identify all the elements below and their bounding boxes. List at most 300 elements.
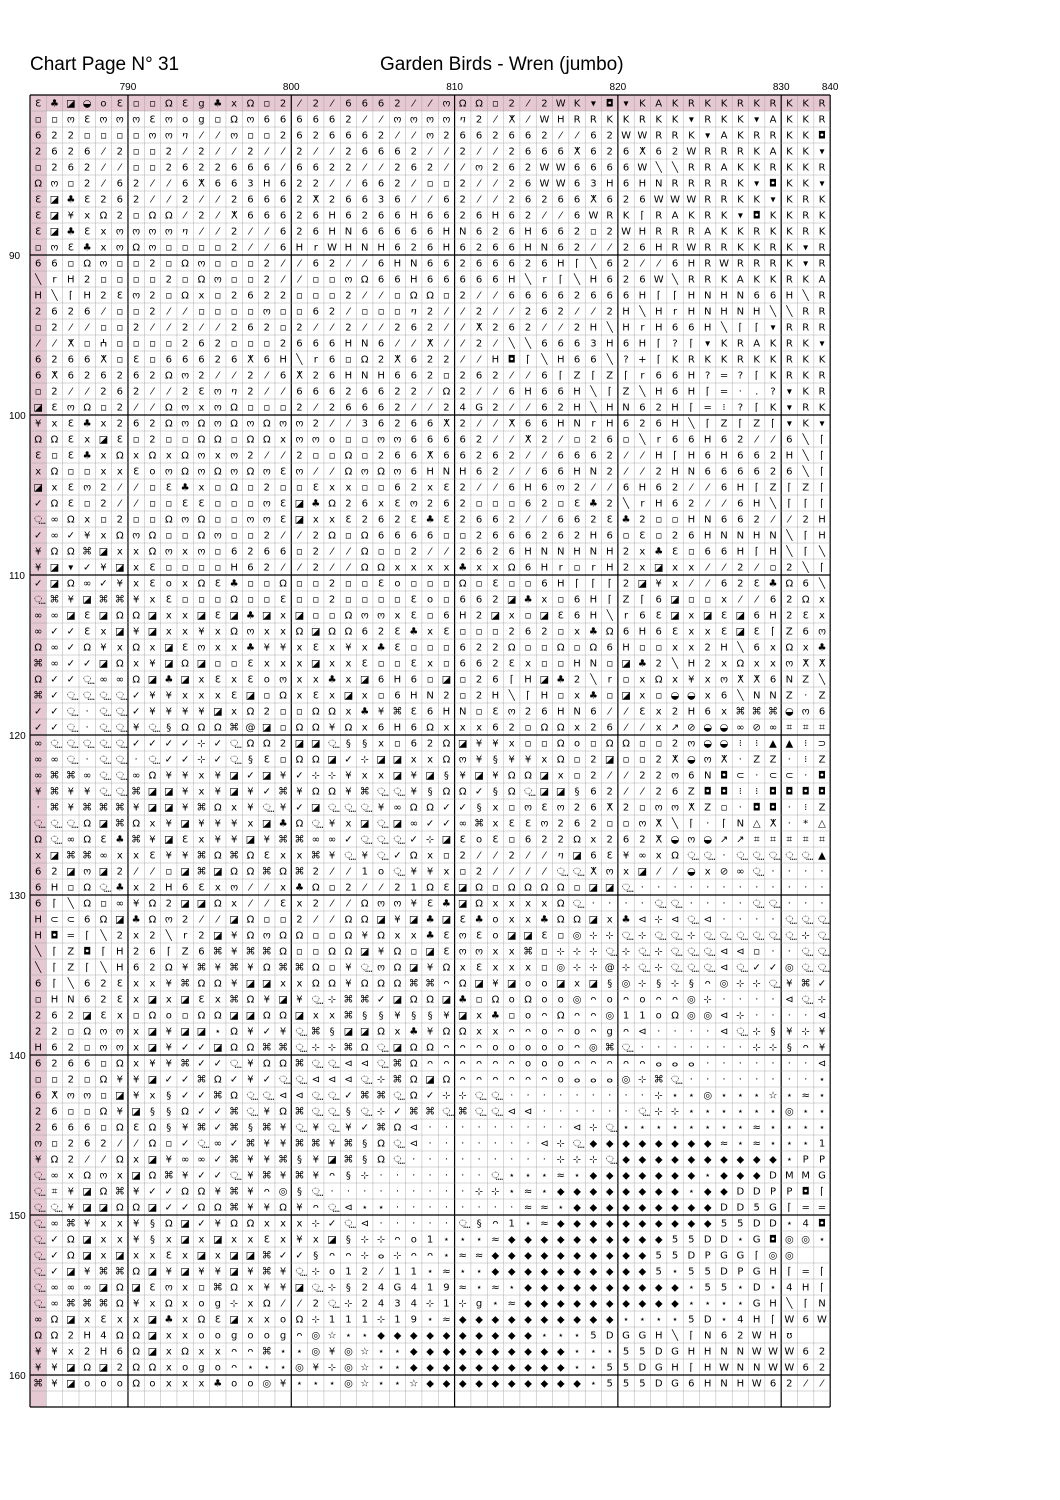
stitch-symbol: ო	[246, 626, 255, 638]
stitch-symbol: ⊲	[540, 1138, 549, 1150]
stitch-symbol: ო	[230, 450, 239, 462]
stitch-symbol: 2	[149, 882, 156, 894]
stitch-symbol: 2	[508, 514, 515, 526]
stitch-symbol: H	[785, 290, 794, 302]
stitch-symbol: ◎	[278, 1186, 288, 1198]
stitch-symbol: ⌈	[803, 530, 808, 542]
stitch-symbol: §	[574, 786, 580, 798]
stitch-symbol: 2	[165, 146, 172, 158]
stitch-symbol: ო	[393, 466, 402, 478]
stitch-symbol: ▫	[655, 642, 663, 654]
stitch-symbol: 2	[410, 242, 417, 254]
stitch-symbol: ⵅ	[312, 194, 320, 206]
stitch-symbol: ⌗	[819, 722, 825, 734]
stitch-symbol: Ω	[99, 1074, 108, 1086]
stitch-symbol: §	[345, 1282, 351, 1294]
stitch-symbol: ◆	[589, 1282, 598, 1294]
stitch-symbol: W	[784, 1314, 795, 1326]
stitch-symbol: ·	[591, 1106, 595, 1118]
stitch-symbol: ∞	[311, 834, 320, 846]
stitch-symbol: ∞	[213, 1138, 222, 1150]
stitch-symbol: ◆	[671, 1170, 679, 1182]
stitch-symbol: ·	[477, 1122, 481, 1134]
stitch-symbol: ◆	[687, 1138, 696, 1150]
stitch-symbol: x	[198, 834, 205, 846]
stitch-symbol: 6	[557, 290, 564, 302]
stitch-symbol: H	[377, 370, 385, 382]
stitch-symbol: ⊹	[703, 994, 712, 1006]
stitch-symbol: ▫	[149, 482, 156, 494]
stitch-symbol: ⌈	[803, 1298, 808, 1310]
stitch-symbol: 5	[704, 1266, 711, 1278]
stitch-symbol: ⌈	[771, 626, 775, 638]
stitch-symbol: x	[361, 690, 368, 702]
stitch-symbol: ⁄	[527, 98, 529, 110]
stitch-symbol: ⵅ	[198, 178, 205, 190]
stitch-symbol: W	[751, 1330, 762, 1342]
stitch-symbol: ▫	[687, 594, 695, 606]
stitch-symbol: ⋆	[753, 1090, 760, 1102]
stitch-symbol: ◆	[638, 1234, 647, 1246]
stitch-symbol: ⌘	[294, 866, 305, 878]
stitch-symbol: ⵿	[377, 818, 386, 830]
stitch-symbol: ¥	[214, 1218, 221, 1230]
stitch-symbol: ⵿	[311, 1282, 320, 1294]
stitch-symbol: o	[84, 1378, 91, 1390]
stitch-symbol: Ω	[556, 642, 565, 654]
stitch-symbol: ⁄	[478, 850, 480, 862]
stitch-symbol: 6	[671, 434, 679, 446]
stitch-symbol: x	[296, 850, 303, 862]
stitch-symbol: ◘	[50, 930, 59, 942]
stitch-symbol: ·	[755, 1010, 759, 1022]
stitch-symbol: ⵿	[622, 1042, 631, 1054]
stitch-symbol: ⁄	[412, 178, 415, 190]
stitch-symbol: ⁄	[657, 258, 660, 270]
stitch-symbol: ⋆	[394, 1346, 401, 1358]
stitch-symbol: Ω	[197, 1314, 206, 1326]
stitch-symbol: ⌘	[376, 1090, 387, 1102]
stitch-symbol: ◪	[555, 978, 566, 990]
stitch-symbol: H	[671, 466, 679, 478]
stitch-symbol: H	[654, 306, 663, 318]
stitch-symbol: ⌗	[770, 834, 776, 846]
stitch-symbol: ¥	[214, 786, 221, 798]
stitch-symbol: 6	[818, 706, 826, 718]
stitch-symbol: §	[329, 1026, 335, 1038]
stitch-symbol: ⌘	[294, 1058, 305, 1070]
stitch-symbol: ·	[428, 1186, 432, 1198]
stitch-symbol: Ω	[197, 1202, 206, 1214]
stitch-symbol: ∞	[50, 1298, 59, 1310]
stitch-symbol: ◆	[540, 1346, 549, 1358]
stitch-symbol: ⊲	[360, 1058, 369, 1070]
stitch-symbol: ⁄	[494, 866, 497, 878]
stitch-symbol: ·	[804, 770, 808, 782]
stitch-symbol: ▫	[492, 98, 499, 110]
stitch-symbol: 6	[557, 338, 564, 350]
stitch-symbol: Ω	[279, 866, 287, 878]
stitch-symbol: ⁄	[429, 386, 431, 398]
stitch-symbol: ⋆	[590, 1362, 597, 1374]
stitch-symbol: ⁄	[527, 370, 529, 382]
stitch-symbol: ▫	[149, 354, 156, 366]
stitch-symbol: ⵿	[752, 850, 761, 862]
stitch-symbol: ო	[458, 930, 467, 942]
stitch-symbol: ◎	[621, 978, 631, 990]
stitch-symbol: ⵿	[393, 834, 402, 846]
stitch-symbol: 6	[704, 450, 711, 462]
stitch-symbol: 6	[116, 386, 124, 398]
stitch-symbol: ◆	[671, 1298, 679, 1310]
stitch-symbol: ⌈	[689, 1362, 694, 1374]
stitch-symbol: ▫	[426, 578, 434, 590]
stitch-symbol: ⵿	[99, 786, 108, 798]
stitch-symbol: R	[785, 274, 793, 286]
stitch-symbol: ⁄	[625, 466, 627, 478]
stitch-symbol: ¥	[181, 706, 189, 718]
stitch-symbol: ⁄	[494, 114, 497, 126]
stitch-symbol: ⵅ	[606, 802, 613, 814]
stitch-symbol: N	[344, 226, 353, 238]
stitch-symbol: ╲	[67, 978, 74, 990]
stitch-symbol: ·	[738, 898, 742, 910]
stitch-symbol: ▲	[785, 738, 794, 750]
stitch-symbol: H	[687, 514, 696, 526]
stitch-symbol: ◪	[180, 674, 190, 686]
stitch-symbol: Ɛ	[84, 194, 91, 206]
stitch-symbol: §	[247, 754, 253, 766]
stitch-symbol: ◒	[686, 866, 696, 878]
stitch-symbol: ᴖ	[590, 994, 597, 1006]
stitch-symbol: ·	[608, 1106, 612, 1118]
stitch-symbol: 6	[361, 146, 368, 158]
stitch-symbol: 2	[67, 1154, 75, 1166]
stitch-symbol: ·	[412, 1154, 416, 1166]
stitch-symbol: 6	[377, 722, 385, 734]
stitch-symbol: 6	[116, 194, 124, 206]
stitch-symbol: ¥	[459, 770, 466, 782]
stitch-symbol: ≈	[458, 1250, 467, 1262]
stitch-symbol: ✓	[164, 1074, 174, 1086]
stitch-symbol: o	[263, 674, 270, 686]
stitch-symbol: 2	[116, 210, 124, 222]
stitch-symbol: R	[720, 146, 728, 158]
stitch-symbol: ¥	[51, 1378, 58, 1390]
stitch-symbol: ⁄	[363, 290, 366, 302]
stitch-symbol: N	[410, 258, 418, 270]
stitch-symbol: 4	[377, 1282, 385, 1294]
stitch-symbol: ⌈	[166, 946, 171, 958]
stitch-symbol: 6	[786, 434, 793, 446]
stitch-symbol: ⋆	[704, 1170, 711, 1182]
stitch-symbol: ⌘	[392, 1058, 403, 1070]
stitch-symbol: ·	[787, 1074, 791, 1086]
stitch-symbol: ო	[197, 546, 206, 558]
stitch-symbol: ▫	[132, 210, 140, 222]
stitch-symbol: K	[753, 162, 760, 174]
stitch-symbol: H	[769, 610, 777, 622]
stitch-symbol: K	[720, 226, 728, 238]
stitch-symbol: Ω	[164, 962, 173, 974]
stitch-symbol: ო	[230, 466, 239, 478]
stitch-symbol: 6	[622, 338, 630, 350]
stitch-symbol: x	[133, 1042, 140, 1054]
stitch-symbol: 5	[671, 1234, 679, 1246]
stitch-symbol: Ɛ	[443, 882, 450, 894]
stitch-symbol: 2	[377, 450, 385, 462]
stitch-symbol: Ɛ	[443, 514, 450, 526]
stitch-symbol: ⊹	[327, 1042, 337, 1054]
stitch-symbol: Ɛ	[410, 658, 417, 670]
stitch-symbol: R	[704, 162, 712, 174]
stitch-symbol: Ω	[83, 402, 91, 414]
stitch-symbol: o	[476, 834, 483, 846]
stitch-symbol: ⵿	[360, 1074, 369, 1086]
stitch-symbol: ◆	[622, 1218, 630, 1230]
stitch-symbol: x	[84, 210, 91, 222]
stitch-symbol: 6	[377, 98, 385, 110]
stitch-symbol: Ω	[132, 818, 140, 830]
stitch-symbol: ⋆	[769, 1282, 777, 1294]
stitch-symbol: H	[622, 642, 630, 654]
stitch-symbol: x	[329, 658, 336, 670]
stitch-symbol: ⴰ	[377, 1250, 385, 1262]
stitch-symbol: ⵅ	[247, 354, 254, 366]
stitch-symbol: K	[753, 242, 760, 254]
stitch-symbol: x	[525, 658, 532, 670]
stitch-symbol: H	[34, 290, 42, 302]
stitch-symbol: H	[491, 690, 500, 702]
stitch-symbol: 6	[590, 162, 597, 174]
stitch-symbol: ⊲	[344, 1074, 353, 1086]
stitch-symbol: W	[555, 162, 566, 174]
stitch-symbol: 6	[426, 530, 434, 542]
stitch-symbol: H	[769, 1298, 777, 1310]
stitch-symbol: Ω	[671, 850, 679, 862]
stitch-symbol: 2	[508, 178, 515, 190]
stitch-symbol: 6	[263, 162, 270, 174]
stitch-symbol: ⁄	[216, 914, 219, 926]
stitch-symbol: Ω	[360, 914, 369, 926]
stitch-symbol: ⵿	[605, 1122, 614, 1134]
stitch-symbol: ⋆	[214, 1026, 221, 1038]
stitch-symbol: Ɛ	[720, 626, 728, 638]
stitch-symbol: ◆	[589, 1138, 598, 1150]
stitch-symbol: ¥	[279, 1122, 287, 1134]
stitch-symbol: ⌘	[310, 1138, 321, 1150]
stitch-symbol: ◆	[409, 1330, 418, 1342]
stitch-symbol: ⁄	[135, 498, 137, 510]
stitch-symbol: ◘	[769, 178, 777, 190]
stitch-symbol: ⊹	[572, 946, 582, 958]
stitch-symbol: 2	[263, 706, 270, 718]
stitch-symbol: ·	[493, 1122, 497, 1134]
stitch-symbol: 2	[475, 450, 483, 462]
stitch-symbol: ▫	[165, 1138, 173, 1150]
stitch-symbol: 2	[590, 754, 597, 766]
stitch-symbol: ⊹	[458, 1298, 467, 1310]
stitch-symbol: ¥	[83, 1266, 91, 1278]
stitch-symbol: x	[133, 1154, 140, 1166]
stitch-symbol: ◪	[425, 770, 435, 782]
stitch-symbol: 6	[296, 386, 303, 398]
stitch-symbol: ⁄	[494, 146, 497, 158]
stitch-symbol: 6	[606, 258, 613, 270]
stitch-symbol: x	[231, 642, 238, 654]
stitch-symbol: Ω	[148, 914, 157, 926]
stitch-symbol: §	[476, 802, 482, 814]
stitch-symbol: ·	[330, 1186, 334, 1198]
stitch-symbol: ·	[706, 818, 710, 830]
stitch-symbol: Ω	[442, 754, 451, 766]
stitch-symbol: 5	[639, 1346, 646, 1358]
stitch-symbol: ▫	[116, 322, 124, 334]
stitch-symbol: Ω	[736, 658, 745, 670]
stitch-symbol: ✓	[474, 786, 484, 798]
stitch-symbol: ◎	[344, 1362, 353, 1374]
stitch-symbol: x	[623, 866, 630, 878]
stitch-symbol: Ω	[164, 418, 173, 430]
stitch-symbol: ⁄	[363, 114, 366, 126]
stitch-symbol: R	[736, 338, 744, 350]
stitch-symbol: ⵿	[197, 1138, 206, 1150]
stitch-symbol: 2	[312, 866, 319, 878]
stitch-symbol: 6	[377, 674, 385, 686]
stitch-symbol: ⵿	[34, 818, 43, 830]
stitch-symbol: ⊹	[311, 1314, 320, 1326]
stitch-symbol: ✓	[82, 562, 92, 574]
stitch-symbol: 2	[426, 162, 434, 174]
stitch-symbol: Ω	[311, 706, 320, 718]
stitch-symbol: Ɛ	[182, 642, 189, 654]
stitch-symbol: ◆	[589, 1298, 598, 1310]
stitch-symbol: 2	[622, 194, 630, 206]
stitch-symbol: ⋆	[802, 1138, 809, 1150]
stitch-symbol: P	[802, 1154, 809, 1166]
stitch-symbol: ◪	[311, 626, 321, 638]
stitch-symbol: 2	[394, 882, 401, 894]
stitch-symbol: 6	[557, 530, 564, 542]
stitch-symbol: 6	[622, 834, 630, 846]
stitch-symbol: ⁄	[282, 274, 284, 286]
stitch-symbol: 6	[590, 290, 597, 302]
stitch-symbol: 6	[704, 466, 711, 478]
stitch-symbol: x	[100, 626, 107, 638]
stitch-symbol: ⋆	[590, 1346, 597, 1358]
stitch-symbol: ∞	[50, 530, 59, 542]
stitch-symbol: R	[687, 354, 695, 366]
stitch-symbol: ⵿	[801, 914, 810, 926]
stitch-symbol: ⋆	[377, 1346, 385, 1358]
stitch-symbol: Ω	[295, 754, 304, 766]
stitch-symbol: Ω	[34, 178, 42, 190]
stitch-symbol: ⊹	[589, 1154, 598, 1166]
stitch-symbol: K	[802, 162, 809, 174]
stitch-symbol: ¥	[132, 1234, 140, 1246]
stitch-symbol: N	[785, 674, 794, 686]
stitch-symbol: ◆	[687, 1218, 696, 1230]
stitch-symbol: Ω	[83, 258, 91, 270]
stitch-symbol: ⌘	[131, 786, 142, 798]
stitch-symbol: ▫	[296, 546, 303, 558]
stitch-symbol: r	[640, 370, 645, 382]
stitch-symbol: ᴖ	[704, 978, 711, 990]
stitch-symbol: o	[492, 1042, 499, 1054]
stitch-symbol: Z	[67, 962, 75, 974]
stitch-symbol: ⌘	[196, 802, 207, 814]
stitch-symbol: ▫	[508, 802, 516, 814]
stitch-symbol: ⵿	[50, 834, 59, 846]
stitch-symbol: ო	[197, 642, 206, 654]
stitch-symbol: ⌈	[754, 482, 759, 494]
stitch-symbol: ⌘	[33, 1378, 44, 1390]
stitch-symbol: Z	[818, 802, 826, 814]
stitch-symbol: ⋆	[818, 1106, 826, 1118]
stitch-symbol: K	[753, 98, 760, 110]
stitch-symbol: ⵿	[818, 930, 827, 942]
stitch-symbol: o	[541, 1058, 548, 1070]
stitch-symbol: 6	[410, 370, 417, 382]
stitch-symbol: ◆	[752, 1154, 761, 1166]
stitch-symbol: x	[133, 1314, 140, 1326]
stitch-symbol: Ω	[115, 530, 124, 542]
stitch-symbol: Ω	[230, 418, 238, 430]
stitch-symbol: ▫	[100, 130, 107, 142]
stitch-symbol: ო	[164, 226, 173, 238]
stitch-symbol: ⋆	[737, 1122, 744, 1134]
column-label: 800	[282, 82, 300, 93]
stitch-symbol: ◪	[294, 514, 305, 526]
stitch-symbol: N	[736, 290, 745, 302]
stitch-symbol: ◆	[540, 1314, 549, 1326]
stitch-symbol: ¥	[263, 1202, 270, 1214]
stitch-symbol: ⊹	[311, 770, 320, 782]
stitch-symbol: ·	[673, 1042, 677, 1054]
stitch-symbol: ⋆	[786, 1122, 793, 1134]
stitch-symbol: ⁄	[739, 594, 742, 606]
stitch-symbol: 6	[802, 1314, 809, 1326]
stitch-symbol: ·	[706, 882, 710, 894]
stitch-symbol: 2	[214, 162, 221, 174]
stitch-symbol: ⵿	[769, 850, 778, 862]
stitch-symbol: 2	[671, 706, 679, 718]
stitch-symbol: ◆	[556, 1250, 565, 1262]
stitch-symbol: ◪	[213, 1234, 223, 1246]
stitch-symbol: 2	[100, 498, 107, 510]
stitch-symbol: Ω	[213, 434, 222, 446]
stitch-symbol: ⌘	[212, 946, 223, 958]
stitch-symbol: A	[720, 162, 728, 174]
stitch-symbol: x	[312, 514, 319, 526]
stitch-symbol: ╲	[655, 162, 662, 174]
stitch-symbol: ▫	[541, 658, 548, 670]
stitch-symbol: ◪	[327, 1154, 337, 1166]
stitch-symbol: ◆	[556, 1298, 565, 1310]
stitch-symbol: ·	[689, 898, 693, 910]
stitch-symbol: x	[149, 1298, 156, 1310]
stitch-symbol: ◆	[524, 1314, 532, 1326]
stitch-symbol: ⌘	[474, 818, 485, 830]
stitch-symbol: ·	[689, 1042, 693, 1054]
stitch-symbol: @	[604, 962, 615, 974]
stitch-symbol: ♣	[245, 610, 255, 622]
stitch-symbol: ⵿	[393, 866, 402, 878]
stitch-symbol: ∞	[736, 866, 745, 878]
stitch-symbol: x	[525, 962, 532, 974]
stitch-symbol: Ω	[311, 786, 320, 798]
stitch-symbol: ᴖ	[329, 1250, 336, 1262]
